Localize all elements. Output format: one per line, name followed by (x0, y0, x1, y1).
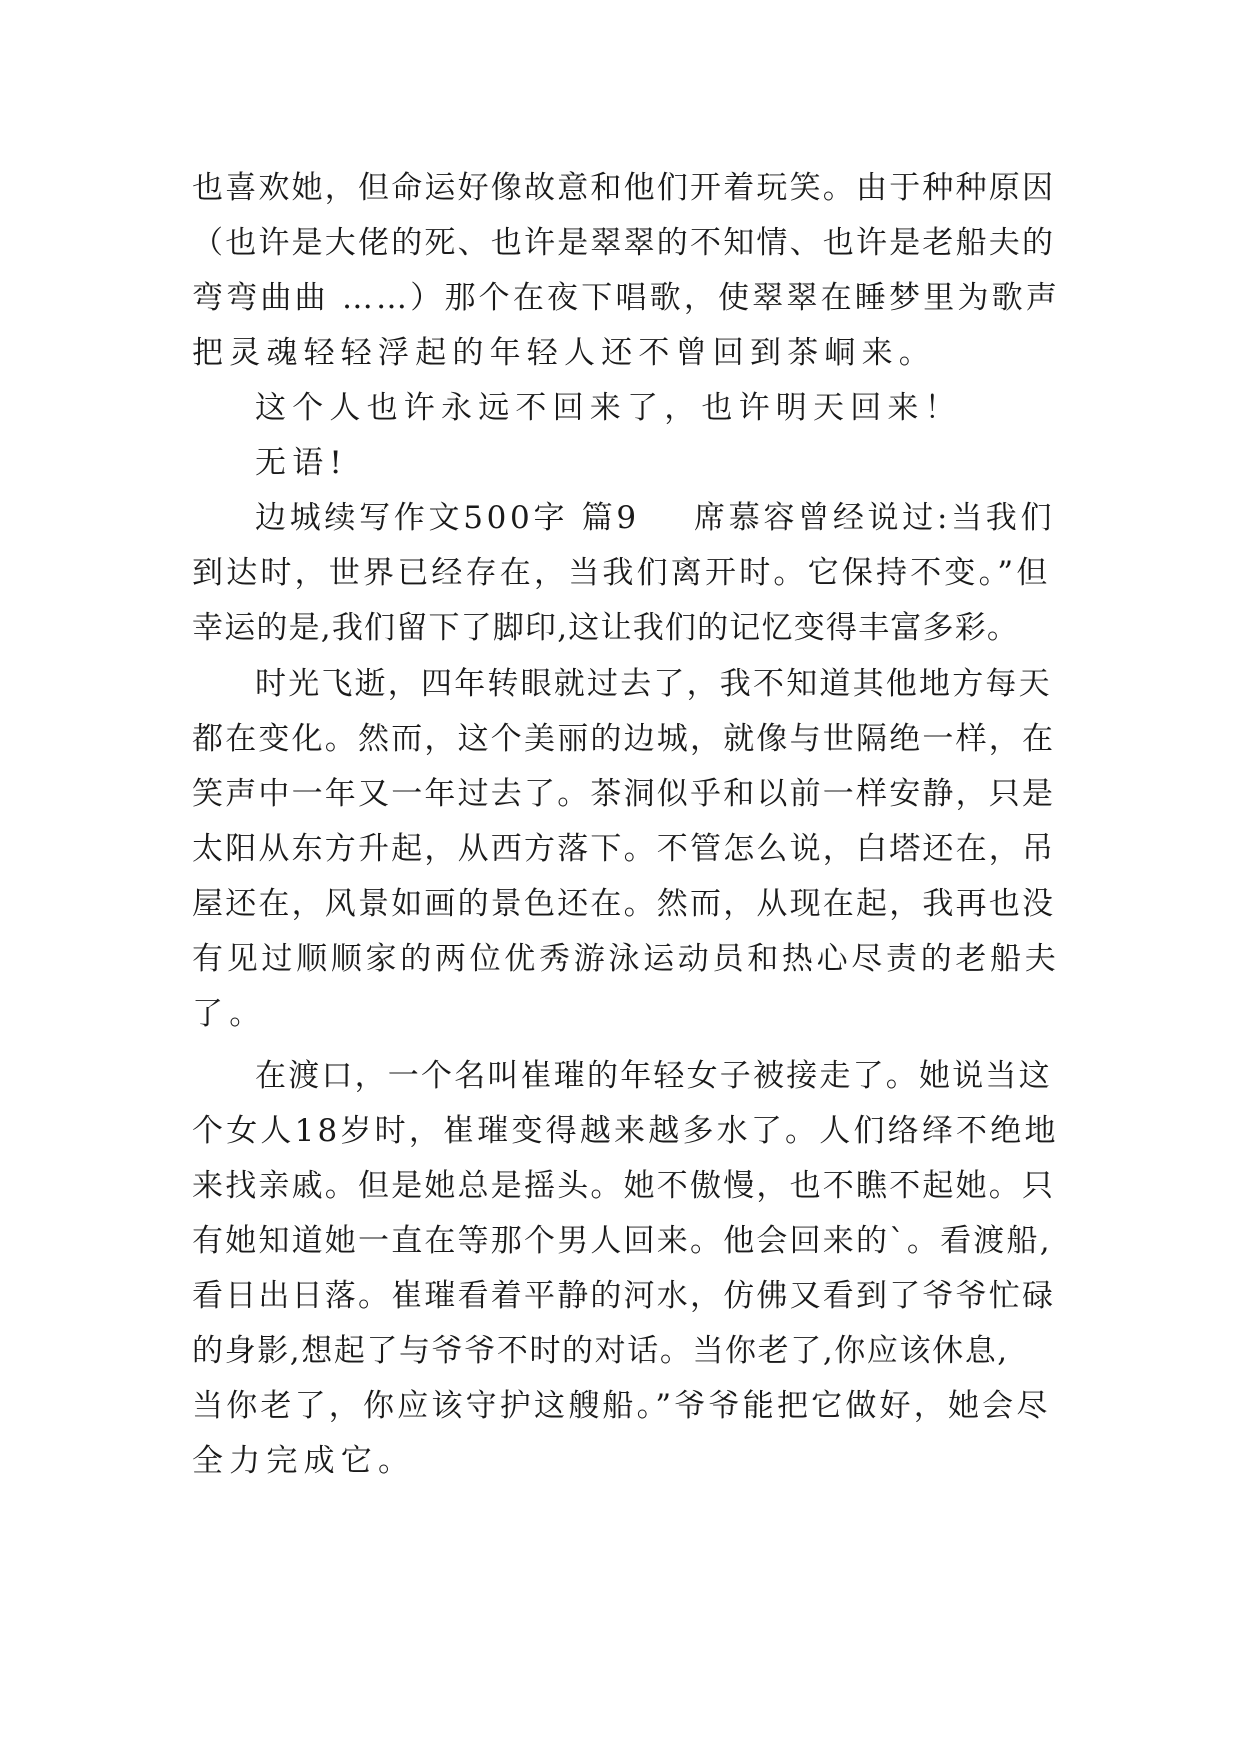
text-line: 边城续写作文500字 篇9 席慕容曾经说过:当我们 (255, 500, 1056, 536)
text-line: 有她知道她一直在等那个男人回来。他会回来的`。看渡船, (192, 1223, 1052, 1259)
text-line: 也喜欢她，但命运好像故意和他们开着玩笑。由于种种原因 (192, 170, 1056, 206)
text-line: 这个人也许永远不回来了，也许明天回来！ (255, 390, 962, 426)
text-line: 的身影,想起了与爷爷不时的对话。当你老了,你应该休息, (192, 1333, 1009, 1369)
text-line: 在渡口，一个名叫崔璀的年轻女子被接走了。她说当这 (255, 1058, 1052, 1094)
text-line: 幸运的是,我们留下了脚印,这让我们的记忆变得丰富多彩。 (192, 610, 1020, 646)
text-line: 时光飞逝，四年转眼就过去了，我不知道其他地方每天 (255, 666, 1052, 702)
text-line: 笑声中一年又一年过去了。茶洞似乎和以前一样安静，只是 (192, 776, 1056, 812)
text-line: 看日出日落。崔璀看着平静的河水，仿佛又看到了爷爷忙碌 (192, 1278, 1056, 1314)
text-line: 把灵魂轻轻浮起的年轻人还不曾回到茶峒来。 (192, 335, 936, 371)
text-line: 无语! (255, 445, 349, 481)
text-line: 弯弯曲曲 ……）那个在夜下唱歌，使翠翠在睡梦里为歌声 (192, 280, 1061, 316)
text-line: 屋还在，风景如画的景色还在。然而，从现在起，我再也没 (192, 886, 1056, 922)
text-line: 到达时，世界已经存在，当我们离开时。它保持不变。”但 (192, 555, 1051, 591)
text-line: 都在变化。然而，这个美丽的边城，就像与世隔绝一样，在 (192, 721, 1056, 757)
text-line: 来找亲戚。但是她总是摇头。她不傲慢，也不瞧不起她。只 (192, 1168, 1056, 1204)
text-line: 太阳从东方升起，从西方落下。不管怎么说，白塔还在，吊 (192, 831, 1056, 867)
text-line: 当你老了，你应该守护这艘船。”爷爷能把它做好，她会尽 (192, 1388, 1051, 1424)
text-line: 个女人18岁时，崔璀变得越来越多水了。人们络绎不绝地 (192, 1113, 1059, 1149)
text-line: 了。 (192, 996, 267, 1032)
text-line: （也许是大佬的死、也许是翠翠的不知情、也许是老船夫的 (192, 225, 1056, 261)
text-line: 有见过顺顺家的两位优秀游泳运动员和热心尽责的老船夫 (192, 941, 1060, 977)
text-line: 全力完成它。 (192, 1443, 416, 1479)
